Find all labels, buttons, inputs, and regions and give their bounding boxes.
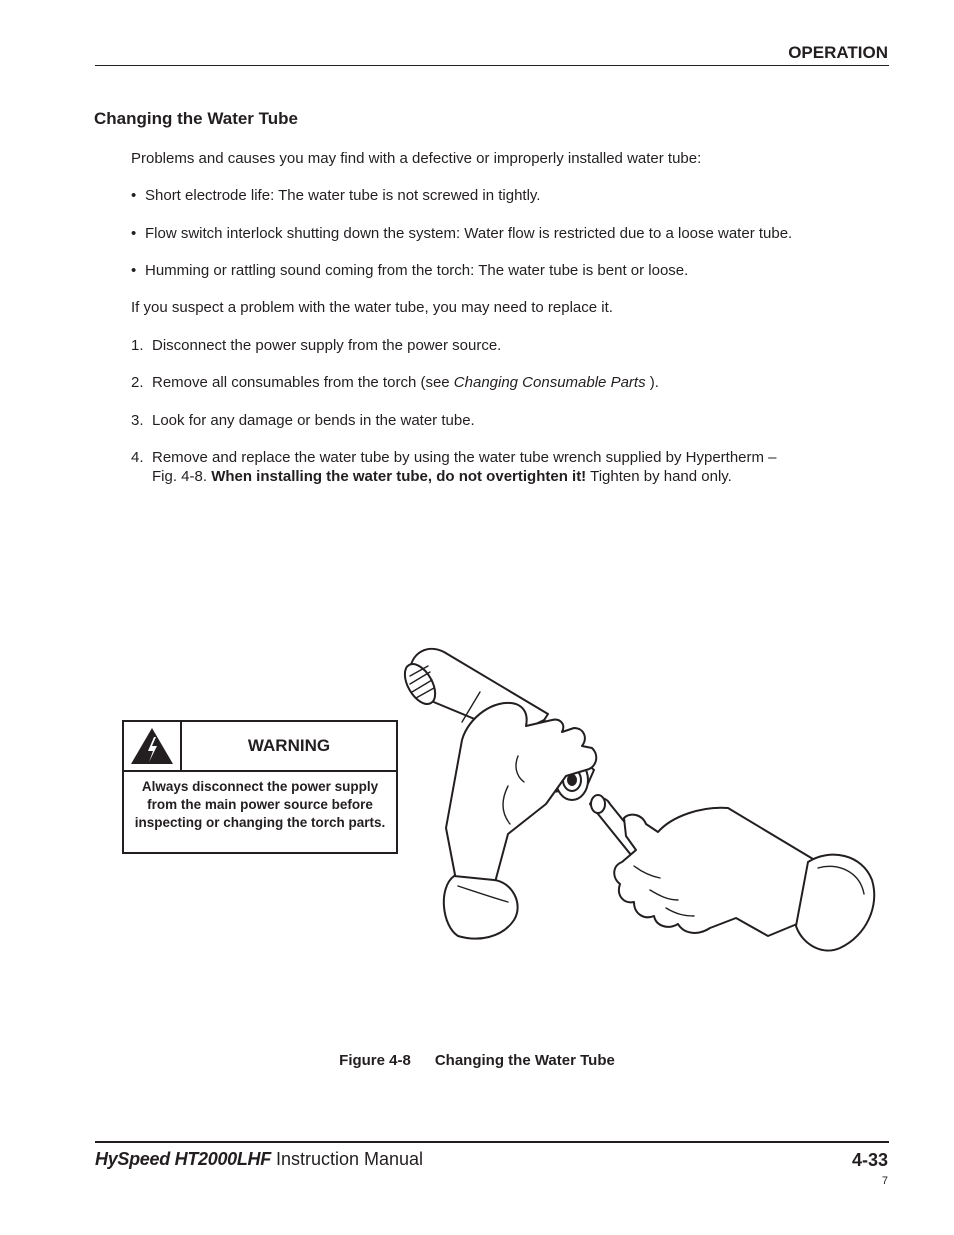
cross-reference: Changing Consumable Parts: [453, 374, 646, 391]
caution-emphasis: When installing the water tube, do not overtighten it!: [211, 468, 587, 485]
step-item: 2. Remove all consumables from the torch (see Changing Consumable Parts ).: [131, 374, 659, 391]
warning-title: WARNING: [247, 736, 331, 755]
product-brand: HySpeed HT2000LHF: [95, 1149, 271, 1169]
footer-page-ref: 4-33: [851, 1150, 888, 1170]
bullet-dot: •: [131, 187, 137, 204]
footer-manual-title: HySpeed HT2000LHF Instruction Manual: [95, 1149, 424, 1169]
bullet-dot: •: [131, 262, 137, 279]
bullet-item: • Flow switch interlock shutting down the system: Water flow is restricted due to a loose water tube.: [131, 225, 793, 242]
footer-page-number: 7: [881, 1175, 888, 1187]
warning-header: [124, 722, 396, 772]
warning-icon-cell: [124, 722, 182, 770]
page-heading: Changing the Water Tube: [94, 109, 298, 128]
left-hand: [444, 703, 596, 939]
bullet-dot: •: [131, 225, 137, 242]
header-rule: [95, 65, 889, 66]
bullet-item: • Humming or rattling sound coming from the torch: The water tube is bent or loose.: [131, 262, 689, 279]
water-tube-illustration: [398, 636, 882, 996]
bullet-item: • Short electrode life: The water tube is not screwed in tightly.: [131, 187, 541, 204]
step-item: 1. Disconnect the power supply from the power source.: [131, 337, 502, 354]
figure-caption: Figure 4-8 Changing the Water Tube: [339, 1052, 615, 1069]
step-item-continuation: Fig. 4-8. When installing the water tube, do not overtighten it! Tighten by hand only.: [152, 468, 732, 485]
footer-rule: [95, 1141, 889, 1143]
suspect-text: If you suspect a problem with the water tube, you may need to replace it.: [131, 299, 613, 316]
warning-text: Always disconnect the power supply from the main power source before inspecting or changing the torch parts.: [134, 779, 386, 830]
step-item: 3. Look for any damage or bends in the water tube.: [131, 412, 475, 429]
step-item: 4. Remove and replace the water tube by using the water tube wrench supplied by Hypertherm –: [131, 449, 777, 466]
electric-shock-warning-icon: [124, 722, 180, 770]
section-label: OPERATION: [788, 43, 888, 62]
intro-text: Problems and causes you may find with a defective or improperly installed water tube:: [131, 150, 702, 167]
right-hand: [614, 808, 874, 951]
warning-box: [122, 720, 398, 854]
